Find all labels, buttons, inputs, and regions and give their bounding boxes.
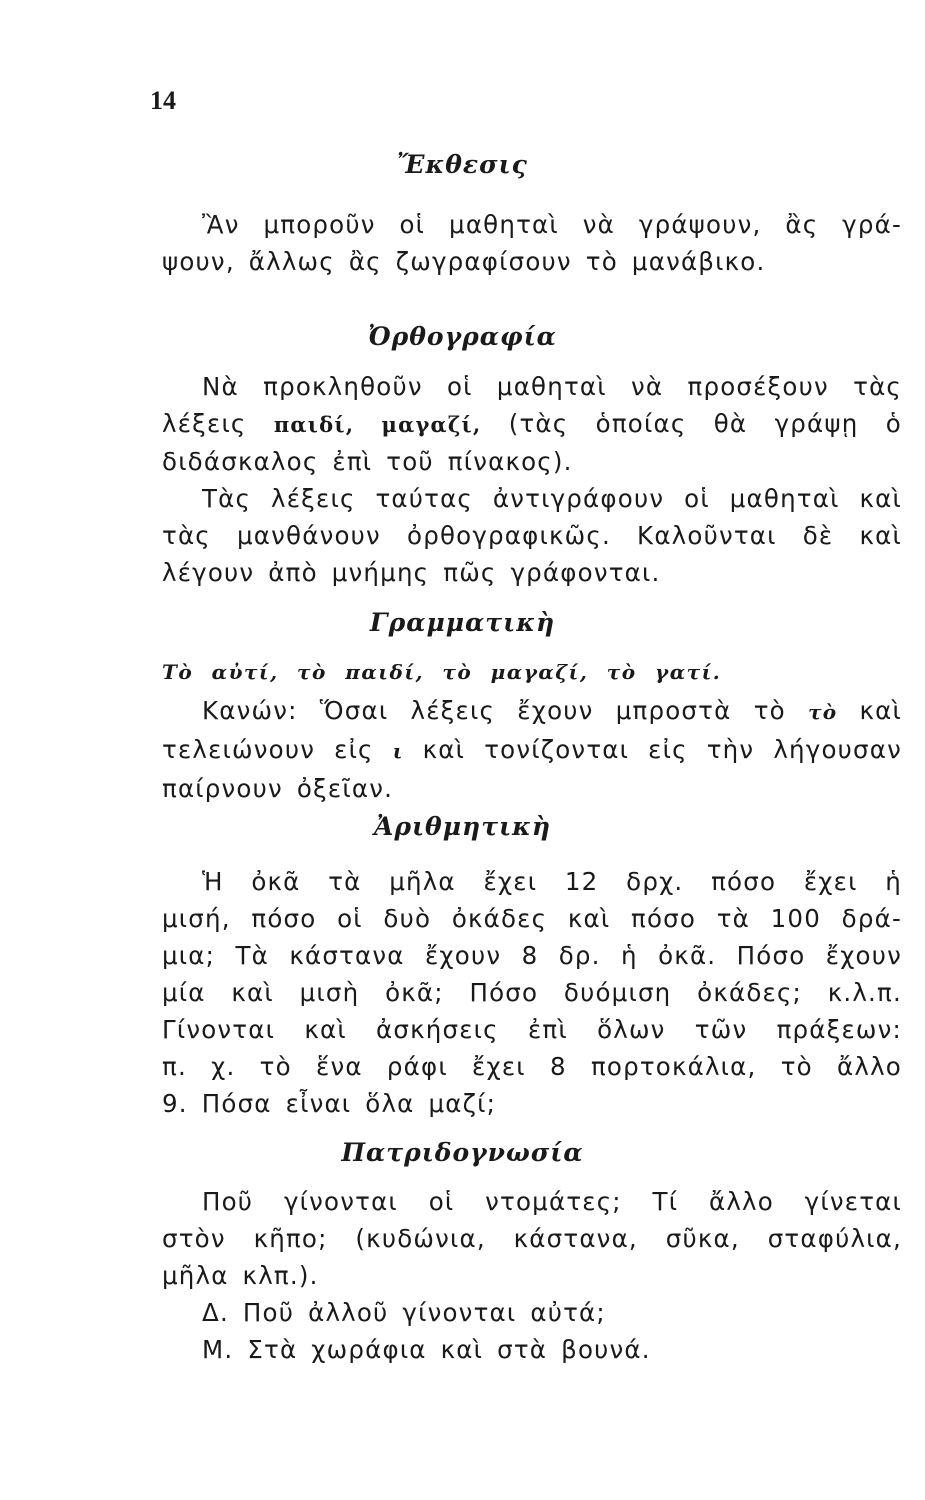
bold-word: παιδί, (273, 412, 355, 437)
text-line: Γίνονται καὶ ἀσκήσεις ἐπὶ ὅλων τῶν πράξεων: (162, 1015, 902, 1044)
text-line-question: Δ. Ποῦ ἀλλοῦ γίνονται αὐτά; (202, 1298, 606, 1327)
text-line: Ἂν μποροῦν οἱ μαθηταὶ νὰ γράψουν, ἂς γρά- (202, 210, 902, 239)
text-line: τὰς μανθάνουν ὀρθογραφικῶς. Καλοῦνται δὲ καὶ (162, 521, 902, 550)
paragraph-grammatiki (162, 692, 902, 807)
heading-ekthesis: Ἔκθεσις (397, 150, 528, 179)
text-line: Τὰς λέξεις ταύτας ἀντιγράφουν οἱ μαθηταὶ καὶ (202, 484, 902, 513)
text-line: μία καὶ μισὴ ὀκᾶ; Πόσο δυόμιση ὀκάδες; κ.λ.π. (162, 978, 902, 1007)
text-line (162, 405, 902, 443)
heading-orthografia: Ὀρθογραφία (368, 322, 557, 351)
text-line: μισή, πόσο οἱ δυὸ ὀκάδες καὶ πόσο τὰ 100 δρά- (162, 904, 902, 933)
text-line: λέγουν ἀπὸ μνήμης πῶς γράφονται. (162, 558, 661, 587)
text-segment: καὶ τονίζονται εἰς τὴν λήγουσαν (422, 735, 902, 764)
text-line (162, 692, 902, 731)
text-segment: τελειώνουν εἰς (162, 735, 374, 764)
page-number: 14 (150, 86, 176, 115)
text-line: ψουν, ἄλλως ἂς ζωγραφίσουν τὸ μανάβικο. (162, 247, 766, 276)
text-line: π. χ. τὸ ἕνα ράφι ἔχει 8 πορτοκάλια, τὸ ἄλλο (162, 1052, 902, 1081)
text-segment: (τὰς ὁποίας θὰ γράψῃ ὁ (508, 409, 902, 438)
paragraph-orthografia (162, 368, 902, 591)
text-line: παίρνουν ὀξεῖαν. (162, 774, 394, 803)
text-line (162, 731, 902, 770)
text-line: 9. Πόσα εἶναι ὅλα μαζί; (162, 1089, 497, 1118)
text-line: διδάσκαλος ἐπὶ τοῦ πίνακος). (162, 447, 573, 476)
text-line-answer: Μ. Στὰ χωράφια καὶ στὰ βουνά. (202, 1335, 651, 1364)
paragraph-patridognosia (162, 1183, 902, 1368)
bold-word: μαγαζί, (381, 412, 482, 437)
text-line: μια; Τὰ κάστανα ἔχουν 8 δρ. ἡ ὀκᾶ. Πόσο ἔχουν (162, 941, 902, 970)
text-segment: καὶ (859, 696, 902, 725)
paragraph-arithmitiki (162, 863, 902, 1122)
heading-arithmitiki: Ἀριθμητικὴ (373, 812, 552, 841)
text-line: Ποῦ γίνονται οἱ ντομάτες; Τί ἄλλο γίνεται (202, 1187, 902, 1216)
text-line: στὸν κῆπο; (κυδώνια, κάστανα, σῦκα, σταφύλια, (162, 1224, 902, 1253)
text-segment: λέξεις (162, 409, 247, 438)
grammar-examples: Τὸ αὐτί, τὸ παιδί, τὸ μαγαζί, τὸ γατί. (162, 660, 722, 684)
heading-patridognosia: Πατριδογνωσία (341, 1138, 584, 1167)
paragraph-ekthesis (162, 206, 902, 280)
bold-letter: ι (392, 739, 404, 763)
text-line: μῆλα κλπ.). (162, 1261, 319, 1290)
heading-grammatiki: Γραμματικὴ (369, 608, 556, 637)
text-line: Ἡ ὀκᾶ τὰ μῆλα ἔχει 12 δρχ. πόσο ἔχει ἡ (202, 867, 902, 896)
text-segment: Κανών: Ὅσαι λέξεις ἔχουν μπροστὰ τὸ (202, 696, 786, 725)
bold-article: τὸ (808, 700, 838, 724)
text-line: Νὰ προκληθοῦν οἱ μαθηταὶ νὰ προσέξουν τὰς (202, 372, 902, 401)
